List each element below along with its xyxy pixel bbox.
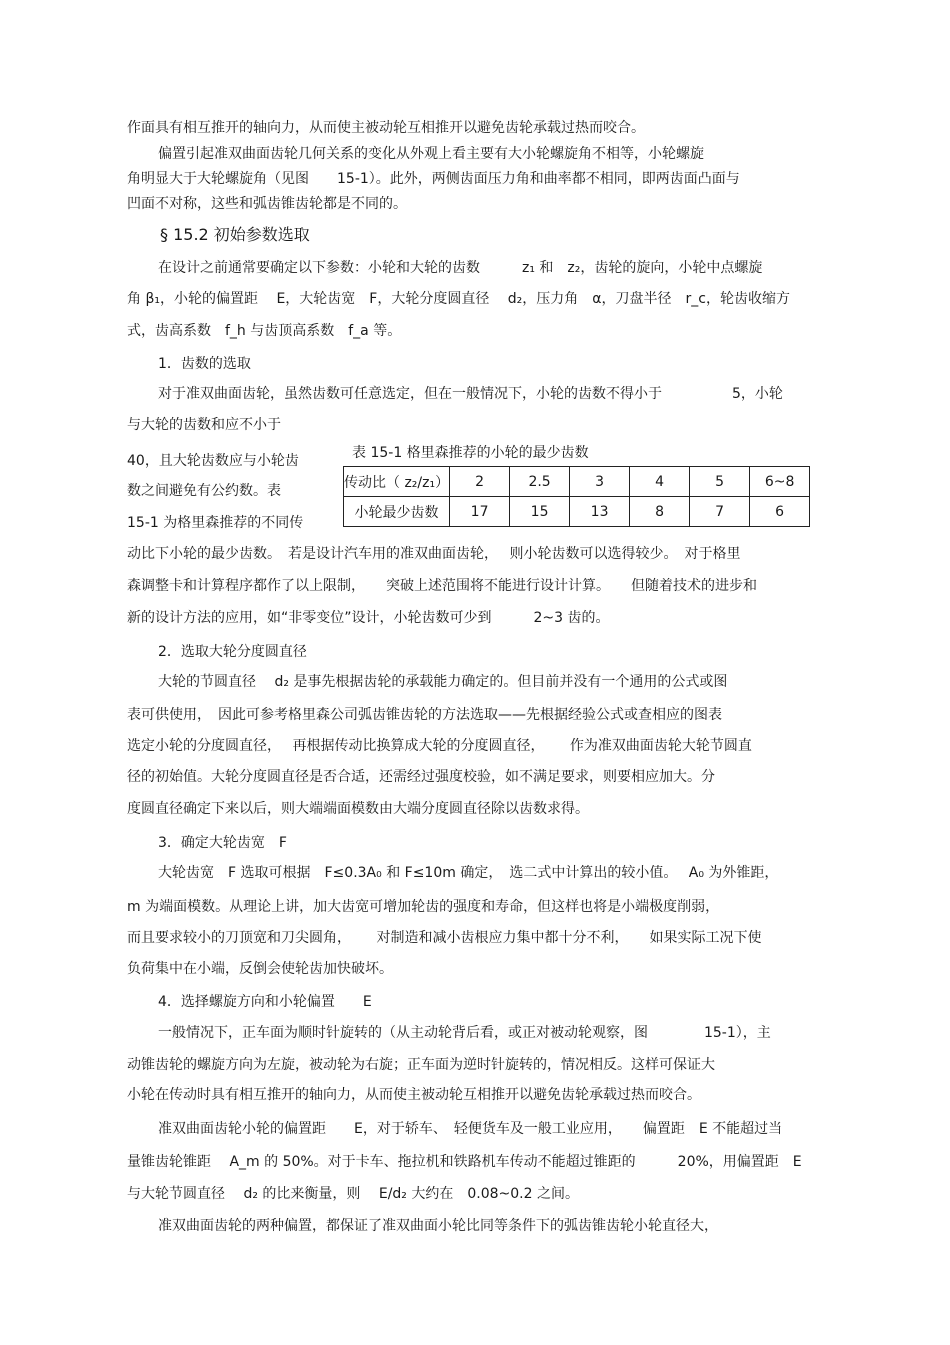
table-caption: 表 15-1 格里森推荐的小轮的最少齿数	[352, 445, 589, 461]
table-cell: 4	[630, 467, 690, 497]
paragraph-line: 表可供使用， 因此可参考格里森公司弧齿锥齿轮的方法选取——先根据经验公式或查相应的图表	[127, 707, 722, 723]
paragraph-line: 度圆直径确定下来以后，则大端端面模数由大端分度圆直径除以齿数求得。	[127, 801, 589, 817]
paragraph-line: m 为端面模数。从理论上讲，加大齿宽可增加轮齿的强度和寿命，但这样也将是小端极度削弱，	[127, 899, 720, 915]
paragraph-line: 角明显大于大轮螺旋角（见图 15-1）。此外，两侧齿面压力角和曲率都不相同，即两齿面凸面与	[127, 171, 740, 187]
paragraph-line: 而且要求较小的刀顶宽和刀尖圆角， 对制造和减小齿根应力集中都十分不利， 如果实际工况下使	[127, 930, 762, 946]
table-row-header: 小轮最少齿数	[344, 497, 450, 527]
paragraph-line: 偏置引起准双曲面齿轮几何关系的变化从外观上看主要有大小轮螺旋角不相等，小轮螺旋	[158, 146, 704, 162]
paragraph-line: 选定小轮的分度圆直径， 再根据传动比换算成大轮的分度圆直径， 作为准双曲面齿轮大轮节圆直	[127, 738, 752, 754]
paragraph-line: 一般情况下，正车面为顺时针旋转的（从主动轮背后看，或正对被动轮观察，图 15-1），主	[158, 1025, 771, 1041]
paragraph-line: 量锥齿轮锥距 A_m 的 50%。对于卡车、拖拉机和铁路机车传动不能超过锥距的 20%，用偏置距 E	[127, 1154, 802, 1170]
item-title: 2．选取大轮分度圆直径	[158, 644, 307, 660]
table-cell: 15	[510, 497, 570, 527]
paragraph-line: 新的设计方法的应用，如“非零变位”设计，小轮齿数可少到 2~3 齿的。	[127, 610, 610, 626]
paragraph-line: 动锥齿轮的螺旋方向为左旋，被动轮为右旋；正车面为逆时针旋转的，情况相反。这样可保证大	[127, 1057, 715, 1073]
paragraph-line: 森调整卡和计算程序都作了以上限制， 突破上述范围将不能进行设计计算。 但随着技术的进步和	[127, 578, 757, 594]
paragraph-line: 准双曲面齿轮小轮的偏置距 E，对于轿车、 轻便货车及一般工业应用， 偏置距 E 不能超过当	[158, 1121, 783, 1137]
section-title: § 15.2 初始参数选取	[160, 225, 310, 244]
item-title: 4．选择螺旋方向和小轮偏置 E	[158, 994, 372, 1010]
paragraph-line: 与大轮节圆直径 d₂ 的比来衡量，则 E/d₂ 大约在 0.08~0.2 之间。	[127, 1186, 579, 1202]
table-cell: 13	[570, 497, 630, 527]
table-cell: 6	[750, 497, 810, 527]
table-row-header: 传动比（ z₂/z₁）	[344, 467, 450, 497]
paragraph-line: 角 β₁，小轮的偏置距 E，大轮齿宽 F，大轮分度圆直径 d₂，压力角 α，刀盘半径 r_c，轮齿收缩方	[127, 291, 790, 307]
paragraph-line: 小轮在传动时具有相互推开的轴向力，从而使主被动轮互相推开以避免齿轮承载过热而咬合。	[127, 1087, 701, 1103]
paragraph-line: 大轮齿宽 F 选取可根据 F≤0.3A₀ 和 F≤10m 确定， 选二式中计算出的较小值。 A₀ 为外锥距，	[158, 865, 779, 881]
paragraph-line: 准双曲面齿轮的两种偏置，都保证了准双曲面小轮比同等条件下的弧齿锥齿轮小轮直径大，	[158, 1218, 718, 1234]
paragraph-line: 数之间避免有公约数。表	[127, 483, 281, 499]
table-row	[344, 467, 810, 497]
table-cell: 6~8	[750, 467, 810, 497]
item-title: 3．确定大轮齿宽 F	[158, 835, 287, 851]
table-cell: 17	[450, 497, 510, 527]
paragraph-line: 式，齿高系数 f_h 与齿顶高系数 f_a 等。	[127, 323, 402, 339]
paragraph-line: 大轮的节圆直径 d₂ 是事先根据齿轮的承载能力确定的。但目前并没有一个通用的公式或图	[158, 674, 728, 690]
table-cell: 2	[450, 467, 510, 497]
paragraph-line: 对于准双曲面齿轮，虽然齿数可任意选定，但在一般情况下，小轮的齿数不得小于 5，小轮	[158, 386, 783, 402]
paragraph-line: 与大轮的齿数和应不小于	[127, 417, 281, 433]
paragraph-line: 15-1 为格里森推荐的不同传	[127, 515, 304, 531]
paragraph-line: 在设计之前通常要确定以下参数：小轮和大轮的齿数 z₁ 和 z₂，齿轮的旋向，小轮中点螺旋	[158, 260, 763, 276]
paragraph-line: 凹面不对称，这些和弧齿锥齿轮都是不同的。	[127, 196, 407, 212]
paragraph-line: 动比下小轮的最少齿数。 若是设计汽车用的准双曲面齿轮， 则小轮齿数可以选得较少。 对于格里	[127, 546, 741, 562]
table-cell: 8	[630, 497, 690, 527]
gear-teeth-table	[343, 466, 810, 527]
table-cell: 3	[570, 467, 630, 497]
table-cell: 5	[690, 467, 750, 497]
paragraph-line: 负荷集中在小端，反倒会使轮齿加快破坏。	[127, 961, 393, 977]
table-cell: 7	[690, 497, 750, 527]
paragraph-line: 作面具有相互推开的轴向力，从而使主被动轮互相推开以避免齿轮承载过热而咬合。	[127, 120, 645, 136]
table-row	[344, 497, 810, 527]
table-cell: 2.5	[510, 467, 570, 497]
paragraph-line: 径的初始值。大轮分度圆直径是否合适，还需经过强度校验，如不满足要求，则要相应加大。分	[127, 769, 715, 785]
paragraph-line: 40，且大轮齿数应与小轮齿	[127, 453, 299, 469]
item-title: 1．齿数的选取	[158, 356, 251, 372]
